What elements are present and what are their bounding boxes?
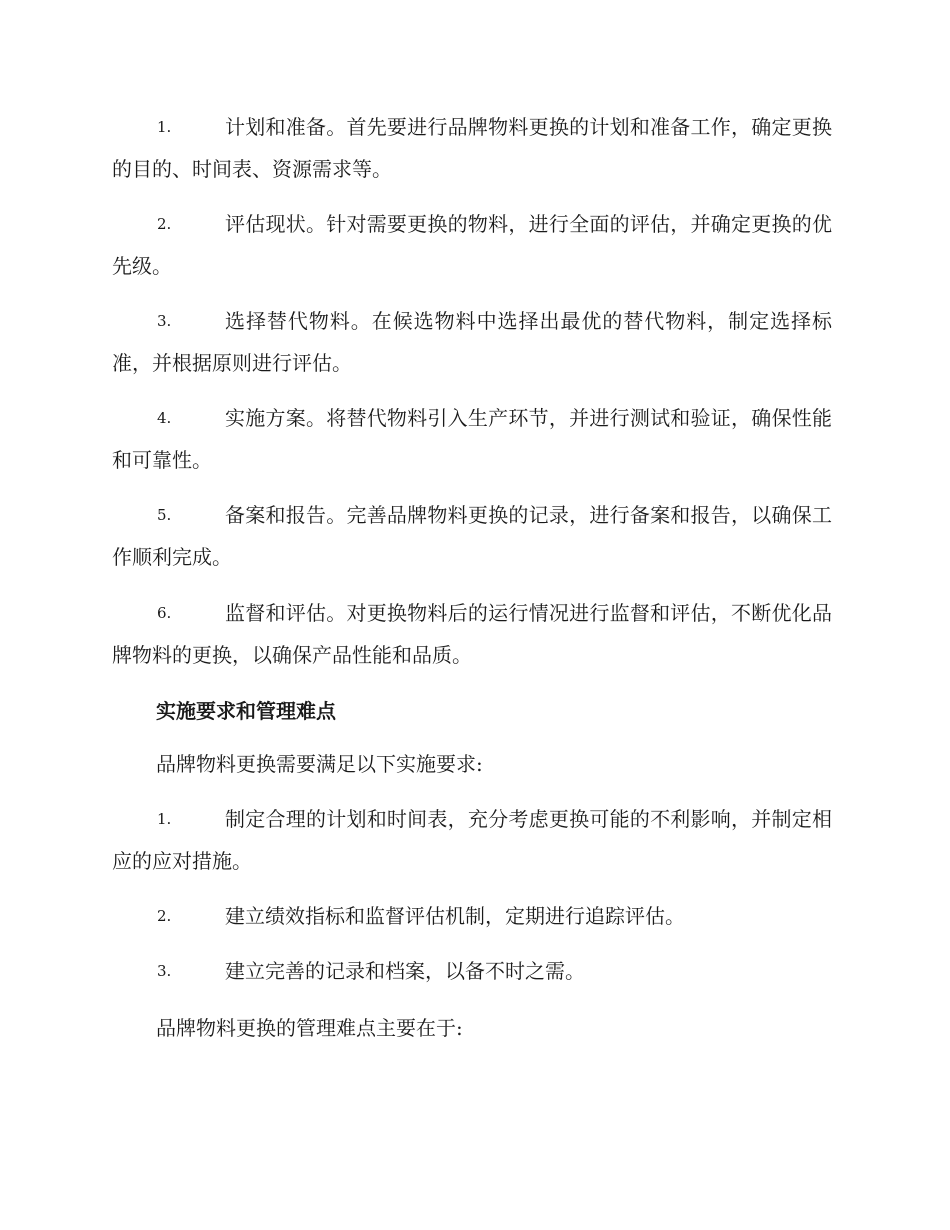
- list-item: [112, 203, 832, 287]
- list-text: 评估现状。针对需要更换的物料，进行全面的评估，并确定更换的优先级。: [112, 212, 832, 278]
- list-number: 6.: [157, 604, 172, 622]
- list-item: [112, 106, 832, 190]
- list-item: [112, 300, 832, 384]
- list-number: 4.: [157, 409, 172, 427]
- difficulties-intro: 品牌物料更换的管理难点主要在于:: [156, 1016, 463, 1040]
- list-item: [112, 798, 832, 882]
- list-number: 5.: [157, 506, 172, 524]
- list-text: 选择替代物料。在候选物料中选择出最优的替代物料，制定选择标准，并根据原则进行评估。: [112, 309, 832, 375]
- list-text: 计划和准备。首先要进行品牌物料更换的计划和准备工作，确定更换的目的、时间表、资源需求等。: [112, 115, 832, 181]
- list-number: 3.: [157, 962, 172, 980]
- list-number: 1.: [157, 118, 172, 136]
- list-item: [112, 950, 832, 992]
- list-number: 2.: [157, 215, 172, 233]
- requirements-intro: 品牌物料更换需要满足以下实施要求:: [156, 752, 483, 776]
- list-item: [112, 592, 832, 676]
- list-text: 备案和报告。完善品牌物料更换的记录，进行备案和报告，以确保工作顺利完成。: [112, 503, 832, 569]
- list-number: 1.: [157, 810, 172, 828]
- list-item: [112, 397, 832, 481]
- list-text: 建立完善的记录和档案，以备不时之需。: [225, 959, 585, 983]
- list-text: 制定合理的计划和时间表，充分考虑更换可能的不利影响，并制定相应的应对措施。: [112, 807, 832, 873]
- list-text: 监督和评估。对更换物料后的运行情况进行监督和评估，不断优化品牌物料的更换，以确保产品性能和品质。: [112, 601, 832, 667]
- list-text: 实施方案。将替代物料引入生产环节，并进行测试和验证，确保性能和可靠性。: [112, 406, 832, 472]
- list-item: [112, 494, 832, 578]
- list-number: 3.: [157, 312, 172, 330]
- list-number: 2.: [157, 907, 172, 925]
- list-item: [112, 895, 832, 937]
- section-heading: 实施要求和管理难点: [156, 699, 336, 723]
- list-text: 建立绩效指标和监督评估机制，定期进行追踪评估。: [225, 904, 685, 928]
